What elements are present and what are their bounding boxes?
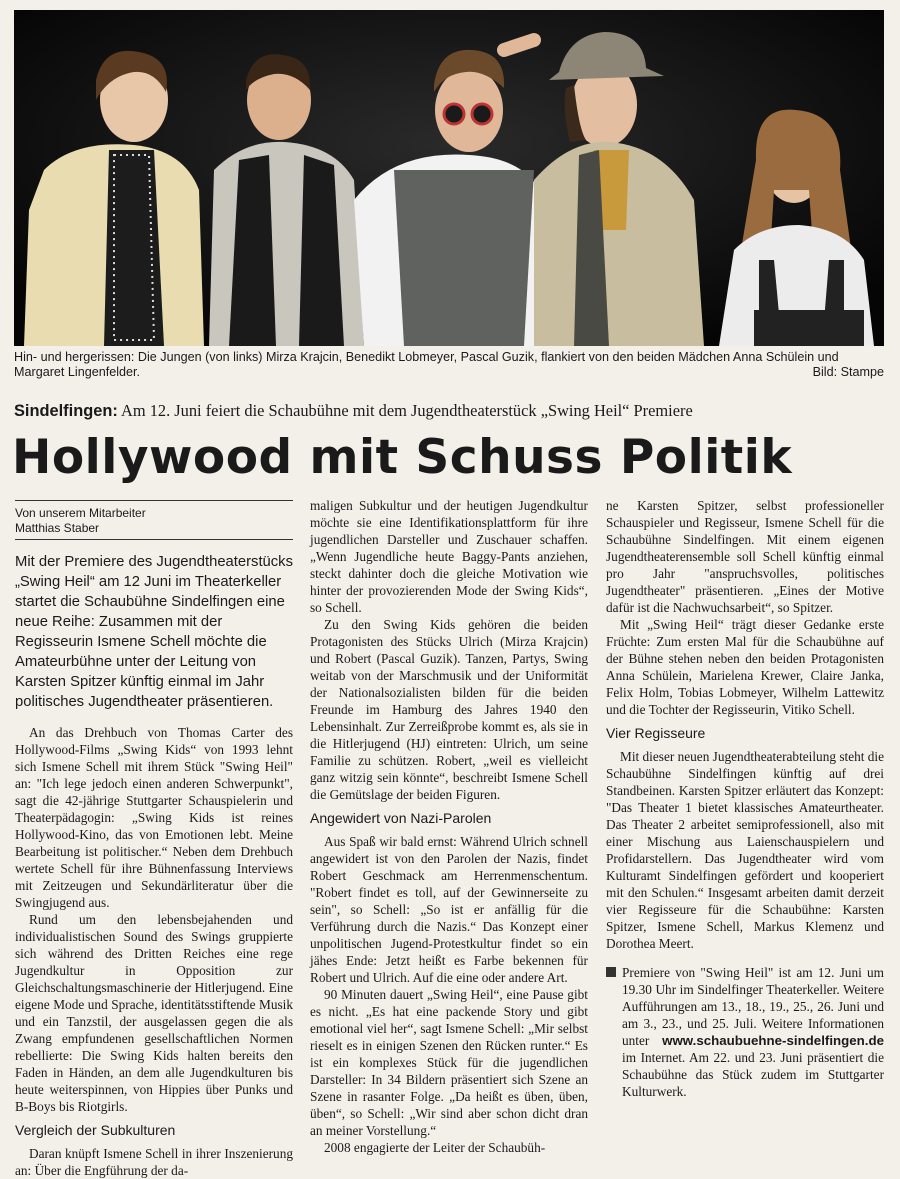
paragraph: Mit „Swing Heil“ trägt dieser Gedanke erste Früchte: Zum ersten Mal für die Schaubühne auf der Bühne stehen neben den beiden Protagonisten Anna Schülein, Marielena Krewer, Claire Janka, Felix Holm, Tobias Lobmeyer, Wilhelm Lattewitz und die Tochter der Regisseurin, Vitiko Schell. bbox=[606, 617, 884, 717]
paragraph: Aus Spaß wir bald ernst: Während Ulrich schnell angewidert ist von den Parolen der Nazis, findet Robert Geschmack am Herrenmenschentum. "Robert findet es toll, auf der Gewinnerseite zu sein", so Schell: „So ist er anfällig für die Verführung durch die Nazis.“ Das Konzept einer unpolitischen Jugend-Protestkultur findet so ein jähes Ende: Jetzt heißt es Farbe bekennen für Robert und Ulrich. Auf die eine oder andere Art. bbox=[310, 834, 588, 985]
column-1 bbox=[15, 500, 293, 1179]
paragraph: Zu den Swing Kids gehören die beiden Protagonisten des Stücks Ulrich (Mirza Krajcin) und Robert (Pascal Guzik). Tanzen, Partys, Swing weitab von der Marschmusik und der Uniformität der Nationalsozialisten bilden für die beiden Freunde im Hamburg des Jahres 1940 den Lebensinhalt. Zur Zerreißprobe kommt es, als sie in die Hitlerjugend (HJ) eintreten: Ulrich, um seine Familie zu schützen. Robert, „weil es vielleicht ganz witzig sein könnte“, beschreibt Ismene Schell die Gemütslage der beiden Figuren. bbox=[310, 617, 588, 802]
info-text bbox=[622, 964, 884, 1100]
paragraph: maligen Subkultur und der heutigen Jugendkultur möchte sie eine Identifikationsplattform für ihre jugendlichen Darsteller und Zuschauer schaffen. „Wenn Jugendliche heute Baggy-Pants anziehen, steckt dahinter doch die gleiche Motivation wie hinter der provozierenden Mode der Swing Kids“, so Schell. bbox=[310, 498, 588, 615]
stage-photo bbox=[14, 10, 884, 346]
photo-caption bbox=[14, 350, 884, 380]
paragraph: 2008 engagierte der Leiter der Schaubüh- bbox=[324, 1140, 546, 1155]
headline: Hollywood mit Schuss Politik bbox=[12, 430, 793, 485]
photo-credit: Bild: Stampe bbox=[812, 365, 884, 379]
subheading: Vier Regisseure bbox=[606, 725, 706, 741]
website-link[interactable]: www.schaubuehne-sindelfingen.de bbox=[662, 1033, 884, 1048]
author-line-1: Von unserem Mitarbeiter bbox=[15, 506, 146, 520]
info-text-pre: Premiere von "Swing Heil" ist am 12. Juni um 19.30 Uhr im Sindelfinger Theaterkeller. Weitere Aufführungen am 13., 18., 19., 25., 26. Juni und am 3., 23., und 25. Juli. Weitere Informationen unter bbox=[622, 965, 884, 1048]
kicker-text: Am 12. Juni feiert die Schaubühne mit dem Jugendtheaterstück „Swing Heil“ Premiere bbox=[121, 401, 693, 420]
info-text-post: im Internet. Am 22. und 23. Juni präsentiert die Schaubühne das Stück zudem im Stuttgarter Kulturwerk. bbox=[622, 1050, 884, 1099]
info-box bbox=[606, 964, 884, 1100]
lead-paragraph: Mit der Premiere des Jugendtheaterstücks „Swing Heil“ am 12 Juni im Theaterkeller startet die Schaubühne Sindelfingen eine neue Reihe: Zusammen mit der Regisseurin Ismene Schell möchte die Amateurbühne unter der Leitung von Karsten Spitzer künftig einmal im Jahr politisches Jugendtheater präsentieren. bbox=[15, 554, 293, 710]
subheading: Angewidert von Nazi-Parolen bbox=[310, 810, 492, 826]
square-bullet-icon bbox=[606, 967, 616, 977]
subheading: Vergleich der Subkulturen bbox=[15, 1122, 176, 1138]
kicker bbox=[14, 401, 894, 421]
caption-text: Hin- und hergerissen: Die Jungen (von links) Mirza Krajcin, Benedikt Lobmeyer, Pascal Guzik, flankiert von den beiden Mädchen Anna Schülein und Margaret Lingenfelder. bbox=[14, 350, 839, 379]
author-box bbox=[15, 500, 293, 540]
paragraph: 90 Minuten dauert „Swing Heil“, eine Pause gibt es nicht. „Es hat eine packende Story und gibt emotional viel her“, sagt Ismene Schell: „Mir selbst rieselt es in einigen Szenen den Rücken runter.“ Es ist ein komplexes Stück für die jugendlichen Darsteller: In 34 Bildern präsentiert sich Szene an Szene in rasanter Folge. „Da heißt es üben, üben, üben“, so Schell: „Wir sind aber schon dicht dran an meiner Vorstellung.“ bbox=[310, 987, 588, 1138]
paragraph: Mit dieser neuen Jugendtheaterabteilung steht die Schaubühne Sindelfingen künftig auf drei Standbeinen. Karsten Spitzer erläutert das Konzept: "Das Theater 1 bietet klassisches Amateurtheater. Das Theater 2 arbeitet semiprofessionell, also mit einer Mischung aus Laienschauspielern und Profidarstellern. Das Jugendtheater wird vom Kulturamt Sindelfingen gefördert und kooperiert mit den Schulen.“ Insgesamt arbeiten damit derzeit vier Regisseure für die Schaubühne: Karsten Spitzer, Ismene Schell, Markus Klemenz und Dorothea Meert. bbox=[606, 749, 885, 951]
paragraph: ne Karsten Spitzer, selbst professioneller Schauspieler und Regisseur, Ismene Schell für die Schaubühne Sindelfingen. Mit einem eigenen Jugendtheaterensemble soll Schell künftig einmal pro Jahr "anspruchsvolles, politisches Jugendtheater" präsentieren. „Eines der Motive dafür ist die Nachwuchsarbeit“, so Spitzer. bbox=[606, 498, 884, 615]
paragraph: Rund um den lebensbejahenden und individualistischen Sound des Swings gruppierte sich während des Dritten Reiches eine rege Jugendkultur in Opposition zur Gleichschaltungsmaschinerie der Hitlerjugend. Eine eigene Mode und Sprache, identitätsstiftende Musik und ein Tanzstil, der ausgelassen gegen die als Zwang empfundenen gesellschaftlichen Normen rebellierte: Die Swing Kids halten bereits den Faden in Händen, an dem alle Jugendkulturen bis heute weiterspinnen, von Hippies über Punks und B-Boys bis Riotgirls. bbox=[15, 912, 293, 1114]
author-line-2: Matthias Staber bbox=[15, 521, 100, 535]
column-2 bbox=[310, 497, 588, 1156]
paragraph: An das Drehbuch von Thomas Carter des Hollywood-Films „Swing Kids“ von 1993 lehnt sich Ismene Schell mit ihrem Stück "Swing Heil" an: "Ich lege jedoch einen anderen Schwerpunkt", sagt die 42-jährige Stuttgarter Schauspielerin und Theaterpädagogin: „Swing Kids ist reines Hollywood-Kino, das von Emotionen lebt. Meine Bearbeitung ist politischer.“ Neben dem Drehbuch wertete Schell für ihre Bühnenfassung Interviews mit Zeitzeugen und Sekundärliteratur über die Swingjugend aus. bbox=[15, 725, 293, 910]
paragraph: Daran knüpft Ismene Schell in ihrer Inszenierung an: Über die Engführung der da- bbox=[15, 1146, 293, 1178]
kicker-place: Sindelfingen: bbox=[14, 402, 118, 420]
column-3 bbox=[606, 497, 884, 1100]
